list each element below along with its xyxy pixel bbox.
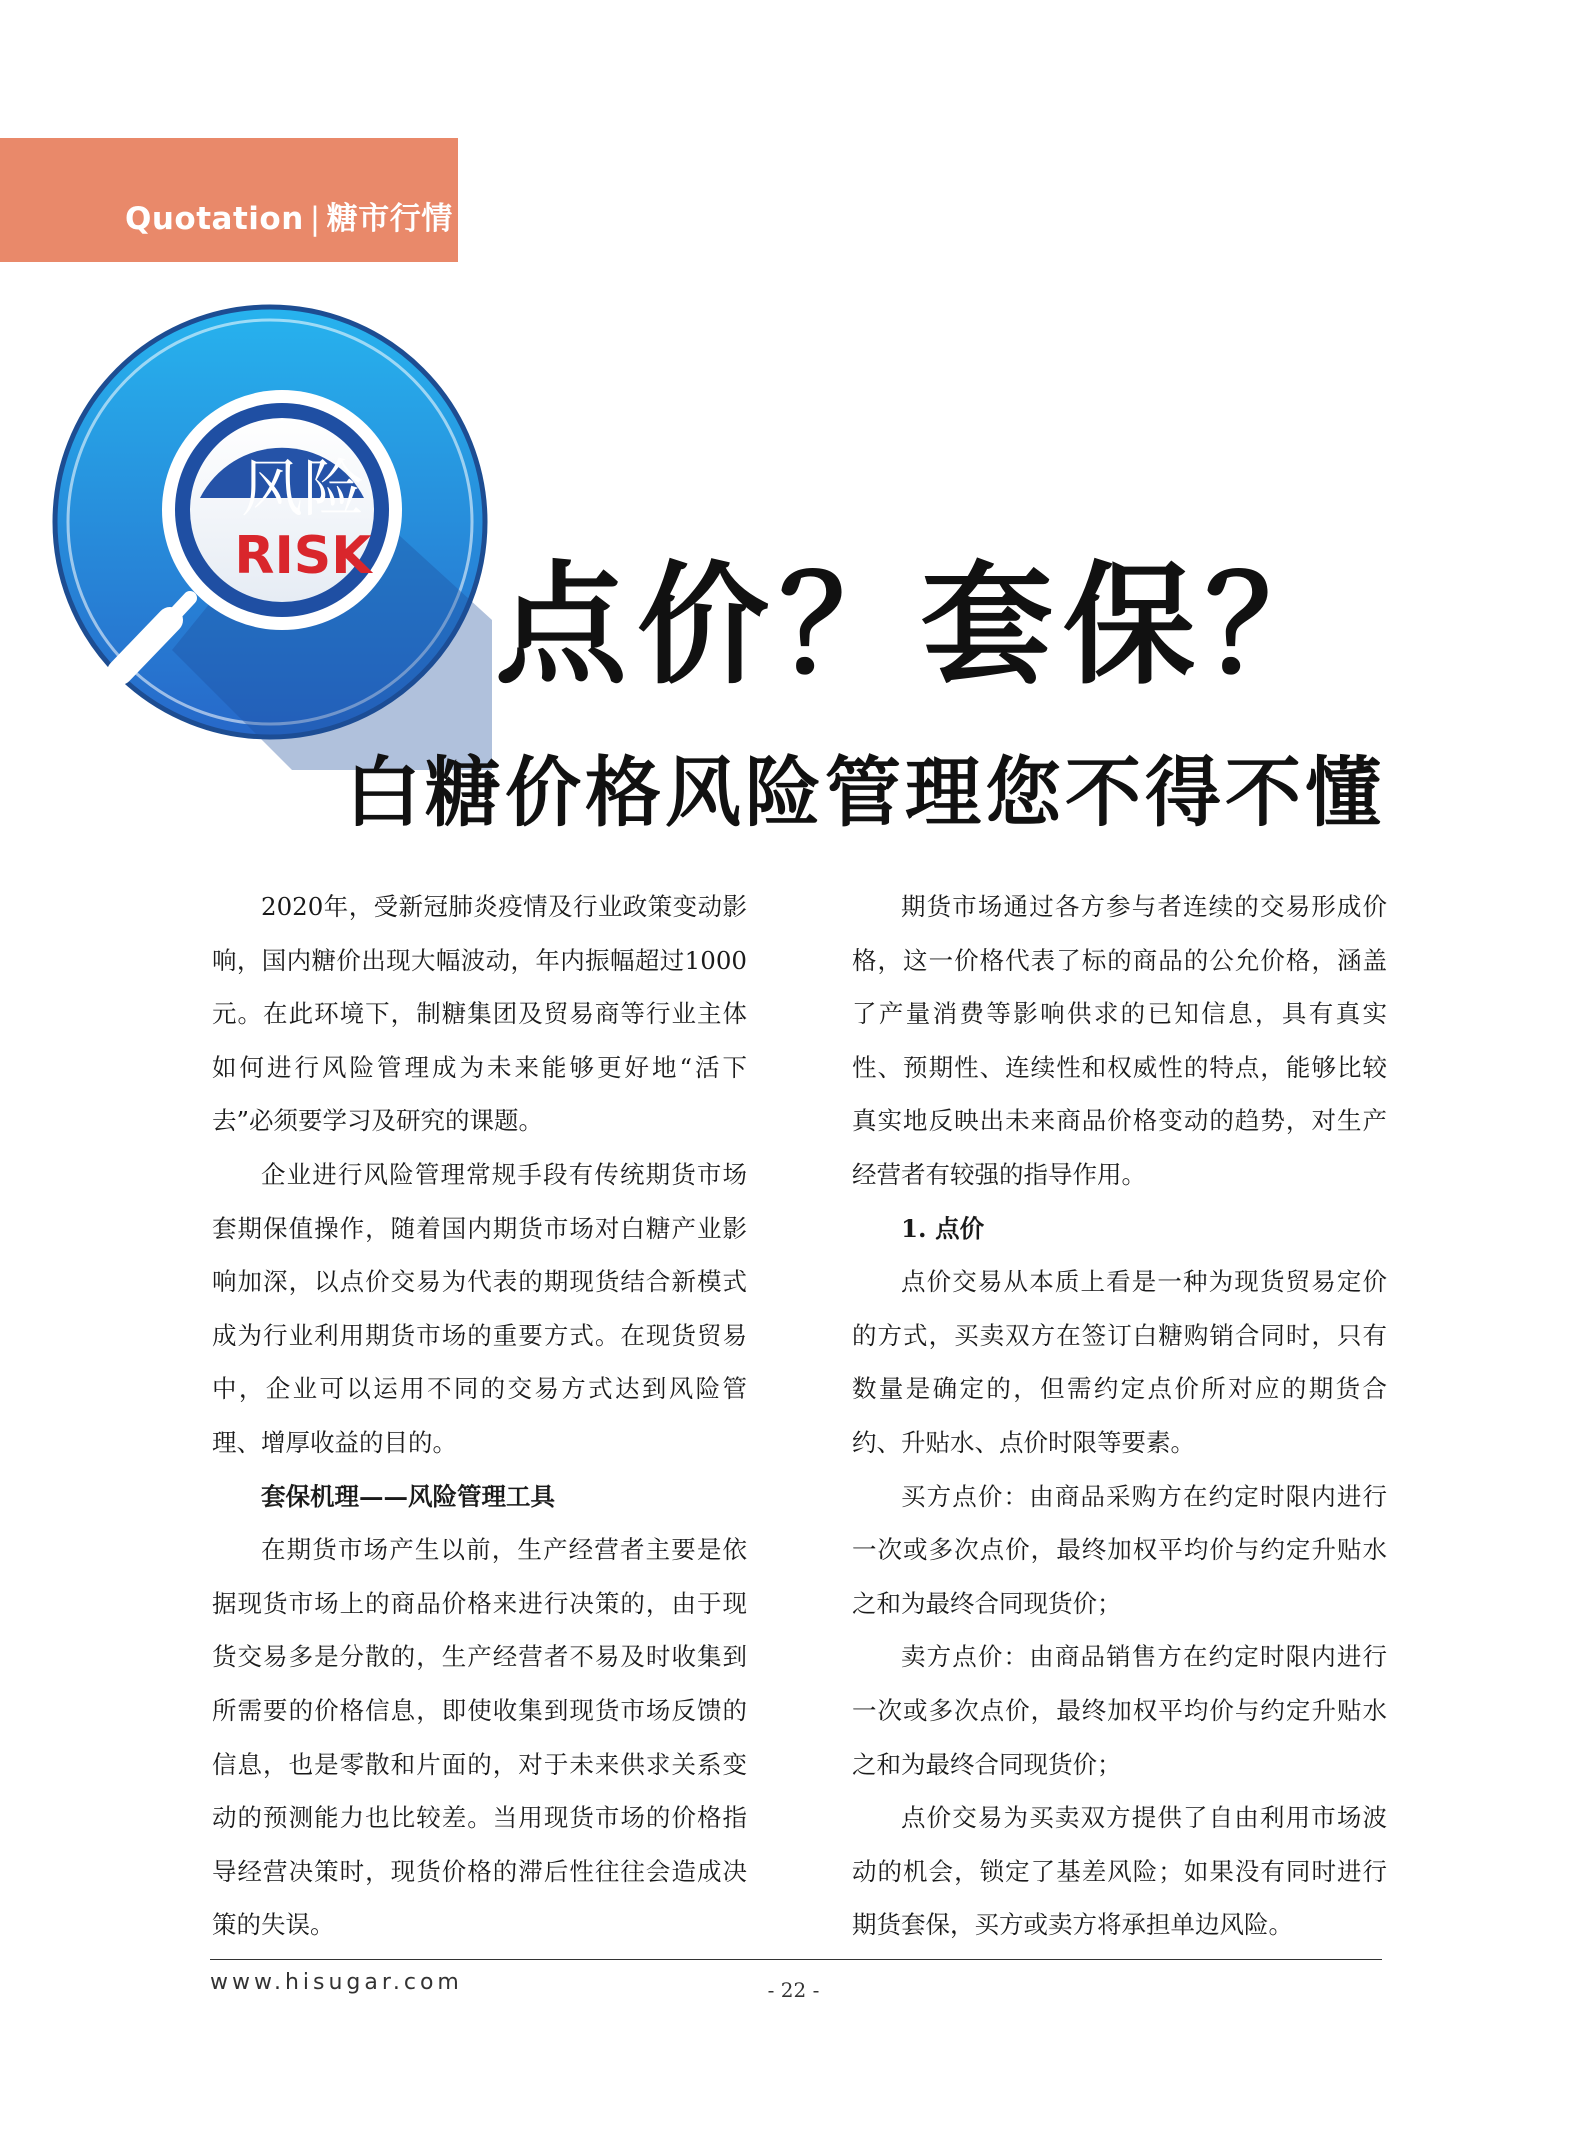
section-label-en: Quotation (125, 201, 304, 237)
paragraph: 企业进行风险管理常规手段有传统期货市场套期保值操作，随着国内期货市场对白糖产业影响加深，以点价交易为代表的期现货结合新模式成为行业利用期货市场的重要方式。在现货贸易中，企业可以运用不同的交易方式达到风险管理、增厚收益的目的。 (212, 1159, 747, 1457)
paragraph: 2020年，受新冠肺炎疫情及行业政策变动影响，国内糖价出现大幅波动，年内振幅超过1000元。在此环境下，制糖集团及贸易商等行业主体如何进行风险管理成为未来能够更好地“活下去”必须要学习及研究的课题。 (212, 892, 747, 1136)
section-heading: 套保机理——风险管理工具 (261, 1481, 555, 1511)
badge-text-en: RISK (234, 526, 372, 586)
paragraph: 点价交易为买卖双方提供了自由利用市场波动的机会，锁定了基差风险；如果没有同时进行期货套保，买方或卖方将承担单边风险。 (852, 1803, 1387, 1940)
section-label-cn: 糖市行情 (326, 201, 453, 237)
footer-website-url: www.hisugar.com (210, 1970, 463, 1995)
page-number: - 22 - (767, 1978, 820, 2002)
article-subtitle: 白糖价格风险管理您不得不懂 (345, 748, 1385, 837)
paragraph: 在期货市场产生以前，生产经营者主要是依据现货市场上的商品价格来进行决策的，由于现货交易多是分散的，生产经营者不易及时收集到所需要的价格信息，即使收集到现货市场反馈的信息，也是零散和片面的，对于未来供求关系变动的预测能力也比较差。当用现货市场的价格指导经营决策时，现货价格的滞后性往往会造成决策的失误。 (212, 1535, 747, 1940)
badge-text-cn: 风险 (240, 452, 365, 525)
paragraph: 买方点价：由商品采购方在约定时限内进行一次或多次点价，最终加权平均价与约定升贴水之和为最终合同现货价； (852, 1481, 1387, 1618)
paragraph: 期货市场通过各方参与者连续的交易形成价格，这一价格代表了标的商品的公允价格，涵盖了产量消费等影响供求的已知信息，具有真实性、预期性、连续性和权威性的特点，能够比较真实地反映出未来商品价格变动的趋势，对生产经营者有较强的指导作用。 (852, 892, 1387, 1189)
paragraph: 卖方点价：由商品销售方在约定时限内进行一次或多次点价，最终加权平均价与约定升贴水之和为最终合同现货价； (852, 1642, 1387, 1779)
paragraph: 点价交易从本质上看是一种为现货贸易定价的方式，买卖双方在签订白糖购销合同时，只有数量是确定的，但需约定点价所对应的期货合约、升贴水、点价时限等要素。 (852, 1267, 1387, 1457)
footer-divider (210, 1959, 1382, 1960)
section-header-label (125, 193, 453, 238)
section-header-underline (0, 258, 458, 262)
article-main-title: 点价？套保？ (495, 549, 1347, 703)
section-heading: 1. 点价 (901, 1213, 985, 1243)
right-column (852, 880, 1387, 1952)
section-separator: | (309, 201, 321, 237)
left-column (212, 880, 747, 1952)
